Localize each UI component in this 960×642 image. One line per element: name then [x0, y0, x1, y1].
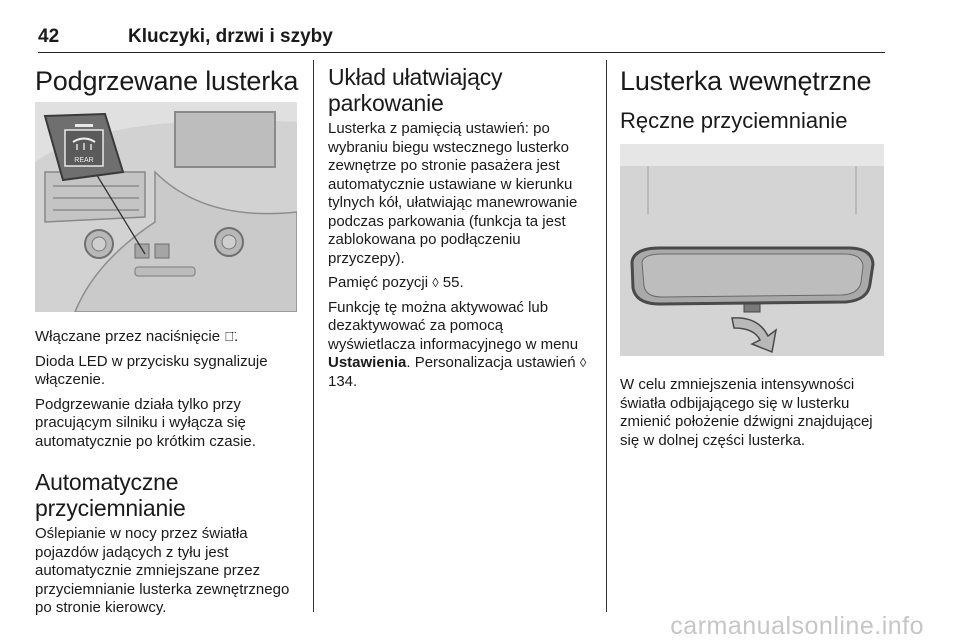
column-divider	[606, 60, 607, 612]
paragraph: Dioda LED w przycisku sygnalizuje włączenie.	[35, 352, 268, 388]
page-reference: 55.	[438, 274, 464, 291]
paragraph	[35, 328, 303, 347]
section-heading: Automatyczne przyciemnianie	[35, 469, 186, 521]
text: Pamięć pozycji	[328, 274, 433, 291]
paragraph: Oślepianie w nocy przez światła pojazdów jadących z tyłu jest automatycznie zmniejszane przez przyciemnianie lusterka zewnętrznego po stronie kierowcy.	[35, 525, 290, 616]
text: Włączane przez naciśnięcie	[35, 328, 225, 345]
column-divider	[313, 60, 314, 612]
cross-reference-icon: ◊	[579, 355, 587, 370]
paragraph: W celu zmniejszenia intensywności światła odbijającego się w lusterku zmienić położenie dźwigni znajdującej się w dolnej części lusterka.	[620, 376, 873, 449]
page-reference: 134.	[328, 372, 358, 390]
paragraph: Podgrzewanie działa tylko przy pracującym silniku i wyłącza się automatycznie po krótkim czasie.	[35, 395, 256, 450]
paragraph	[328, 299, 593, 392]
section-heading: Lusterka wewnętrzne	[620, 66, 872, 96]
text: Funkcję tę można aktywować lub dezaktywować za pomocą wyświetlacza informacyjnego w menu	[328, 298, 579, 353]
page-header	[38, 24, 885, 53]
section-heading: Układ ułatwiający parkowanie	[328, 64, 503, 116]
subsection-heading: Ręczne przyciemnianie	[620, 108, 848, 133]
chapter-title: Kluczyki, drzwi i szyby	[128, 26, 333, 47]
paragraph	[328, 274, 593, 293]
dashboard-illustration	[35, 102, 297, 312]
column-heated-mirrors	[35, 60, 303, 618]
menu-name: Ustawienia	[328, 354, 407, 371]
rear-defrost-icon: ⌒̈	[224, 329, 235, 344]
section-heading: Podgrzewane lusterka	[35, 66, 299, 96]
rearview-mirror-illustration	[620, 144, 884, 356]
rear-button-label: REAR	[74, 157, 94, 164]
page-number: 42	[38, 26, 60, 47]
paragraph: Lusterka z pamięcią ustawień: po wybraniu biegu wstecznego lusterko zewnętrze po stronie pasażera jest automatycznie ustawiane w kierunku tylnych kół, ułatwiając manewrowanie podczas parkowania (funkcja ta jest zablokowana po podłączeniu przyczepy).	[328, 120, 578, 267]
column-interior-mirrors	[620, 60, 888, 450]
text: . Personalizacja ustawień	[406, 354, 580, 371]
watermark: carmanualsonline.info	[670, 612, 924, 640]
cross-reference-icon: ◊	[432, 275, 439, 290]
column-parking-assist	[328, 60, 593, 391]
text: .	[234, 328, 239, 345]
